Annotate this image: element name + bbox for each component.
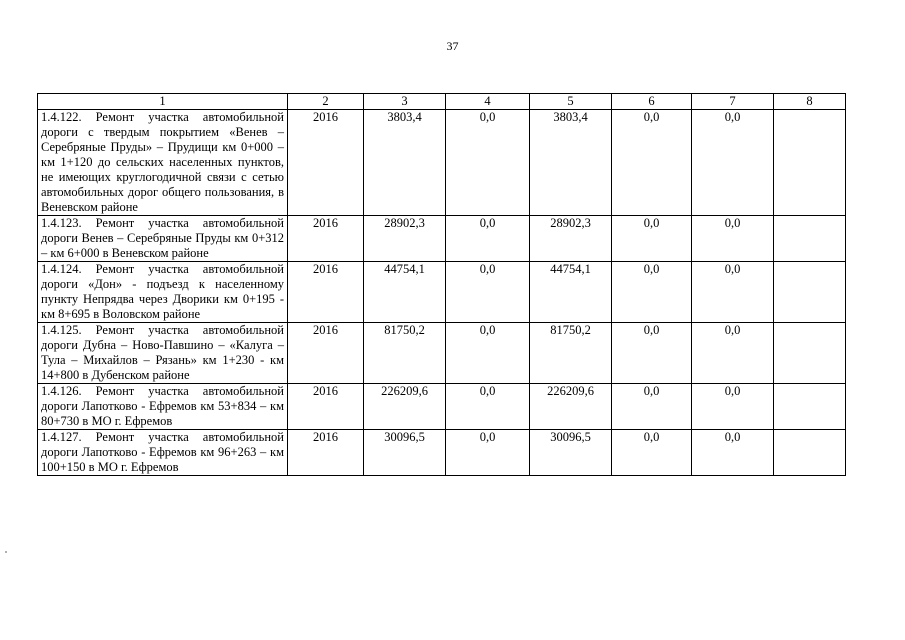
row-col8 [774,216,846,262]
header-col-6: 6 [612,94,692,110]
row-col4: 0,0 [446,323,530,384]
row-col8 [774,110,846,216]
table-row [38,216,846,262]
row-col5: 81750,2 [530,323,612,384]
row-col3: 3803,4 [364,110,446,216]
budget-table [37,93,846,476]
row-col7: 0,0 [692,262,774,323]
row-col7: 0,0 [692,430,774,476]
row-year: 2016 [288,110,364,216]
row-description: 1.4.126. Ремонт участка автомобильной дороги Лапотково - Ефремов км 53+834 – км 80+730 в МО г. Ефремов [38,384,288,430]
row-year: 2016 [288,216,364,262]
row-col3: 81750,2 [364,323,446,384]
row-col6: 0,0 [612,110,692,216]
row-col6: 0,0 [612,216,692,262]
row-description: 1.4.124. Ремонт участка автомобильной дороги «Дон» - подъезд к населенному пункту Непрядва через Дворики км 0+195 - км 8+695 в Воловском районе [38,262,288,323]
row-col3: 44754,1 [364,262,446,323]
row-year: 2016 [288,384,364,430]
row-description: 1.4.123. Ремонт участка автомобильной дороги Венев – Серебряные Пруды км 0+312 – км 6+000 в Веневском районе [38,216,288,262]
row-col4: 0,0 [446,110,530,216]
row-description: 1.4.127. Ремонт участка автомобильной дороги Лапотково - Ефремов км 96+263 – км 100+150 в МО г. Ефремов [38,430,288,476]
header-col-4: 4 [446,94,530,110]
row-col5: 30096,5 [530,430,612,476]
row-col4: 0,0 [446,216,530,262]
row-description: 1.4.122. Ремонт участка автомобильной дороги с твердым покрытием «Венев – Серебряные Пруды» – Прудищи км 0+000 – км 1+120 до сельских населенных пунктов, не имеющих круглогодичной связи с сетью автомобильных дорог общего пользования, в Веневском районе [38,110,288,216]
row-col6: 0,0 [612,262,692,323]
row-col4: 0,0 [446,262,530,323]
row-col5: 3803,4 [530,110,612,216]
row-col8 [774,430,846,476]
row-col8 [774,384,846,430]
scan-speck [5,551,7,553]
row-col7: 0,0 [692,110,774,216]
header-row [38,94,846,110]
page-number: 37 [446,39,459,53]
row-col4: 0,0 [446,384,530,430]
table-row [38,110,846,216]
row-year: 2016 [288,262,364,323]
row-description: 1.4.125. Ремонт участка автомобильной дороги Дубна – Ново-Павшино – «Калуга – Тула – Михайлов – Рязань» км 1+230 - км 14+800 в Дубенском районе [38,323,288,384]
header-col-5: 5 [530,94,612,110]
row-col3: 28902,3 [364,216,446,262]
header-col-1: 1 [38,94,288,110]
row-col5: 44754,1 [530,262,612,323]
row-col8 [774,262,846,323]
row-col6: 0,0 [612,430,692,476]
header-col-3: 3 [364,94,446,110]
row-col5: 28902,3 [530,216,612,262]
table-row [38,384,846,430]
row-col3: 226209,6 [364,384,446,430]
row-col6: 0,0 [612,323,692,384]
row-col3: 30096,5 [364,430,446,476]
table-row [38,430,846,476]
header-col-7: 7 [692,94,774,110]
row-col4: 0,0 [446,430,530,476]
row-col6: 0,0 [612,384,692,430]
row-col8 [774,323,846,384]
row-col5: 226209,6 [530,384,612,430]
table-row [38,323,846,384]
header-col-2: 2 [288,94,364,110]
row-col7: 0,0 [692,216,774,262]
row-col7: 0,0 [692,323,774,384]
row-year: 2016 [288,323,364,384]
row-year: 2016 [288,430,364,476]
table-row [38,262,846,323]
header-col-8: 8 [774,94,846,110]
row-col7: 0,0 [692,384,774,430]
